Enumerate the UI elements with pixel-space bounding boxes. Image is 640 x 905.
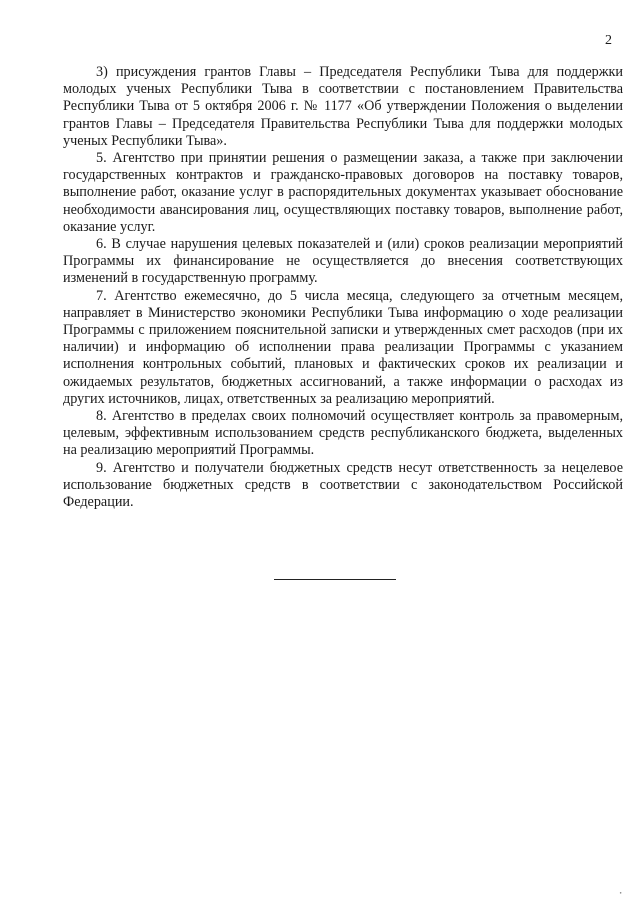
paragraph-5-advance-payment: 5. Агентство при принятии решения о размещении заказа, а также при заключении государственных контрактов и гражданско-правовых договоров на поставку товаров, выполнение работ, оказание услуг в распорядительных документах указывает обоснование необходимости авансирования лиц, осуществляющих поставку товаров, выполнение работ, оказание услуг.: [63, 150, 623, 235]
document-body: [63, 64, 623, 511]
end-separator-line: [274, 579, 396, 580]
paragraph-grants: 3) присуждения грантов Главы – Председателя Республики Тыва для поддержки молодых ученых Республики Тыва в соответствии с постановлением Правительства Республики Тыва от 5 октября 2006 г. № 1177 «Об утверждении Положения о выделении грантов Главы – Председателя Правительства Республики Тыва для поддержки молодых ученых Республики Тыва».: [63, 64, 623, 149]
paragraph-7-monthly-report: 7. Агентство ежемесячно, до 5 числа месяца, следующего за отчетным месяцем, направляет в Министерство экономики Республики Тыва информацию о ходе реализации Программы с приложением пояснительной записки и утвержденных смет расходов (при их наличии) и информацию об исполнении права реализации Программы с указанием исполнения контрольных событий, плановых и фактических сроков их реализации и ожидаемых результатов, бюджетных ассигнований, а также информации о расходах из других источников, лицах, ответственных за реализацию мероприятий.: [63, 287, 623, 407]
page-number: 2: [605, 33, 612, 48]
paragraph-9-responsibility: 9. Агентство и получатели бюджетных средств несут ответственность за нецелевое использование бюджетных средств в соответствии с законодательством Российской Федерации.: [63, 459, 623, 511]
scan-corner-mark: ꞏ: [619, 889, 622, 899]
paragraph-6-violations: 6. В случае нарушения целевых показателей и (или) сроков реализации мероприятий Программы их финансирование не осуществляется до внесения соответствующих изменений в государственную программу.: [63, 236, 623, 287]
paragraph-8-control: 8. Агентство в пределах своих полномочий осуществляет контроль за правомерным, целевым, эффективным использованием средств республиканского бюджета, выделенных на реализацию мероприятий Программы.: [63, 408, 623, 459]
